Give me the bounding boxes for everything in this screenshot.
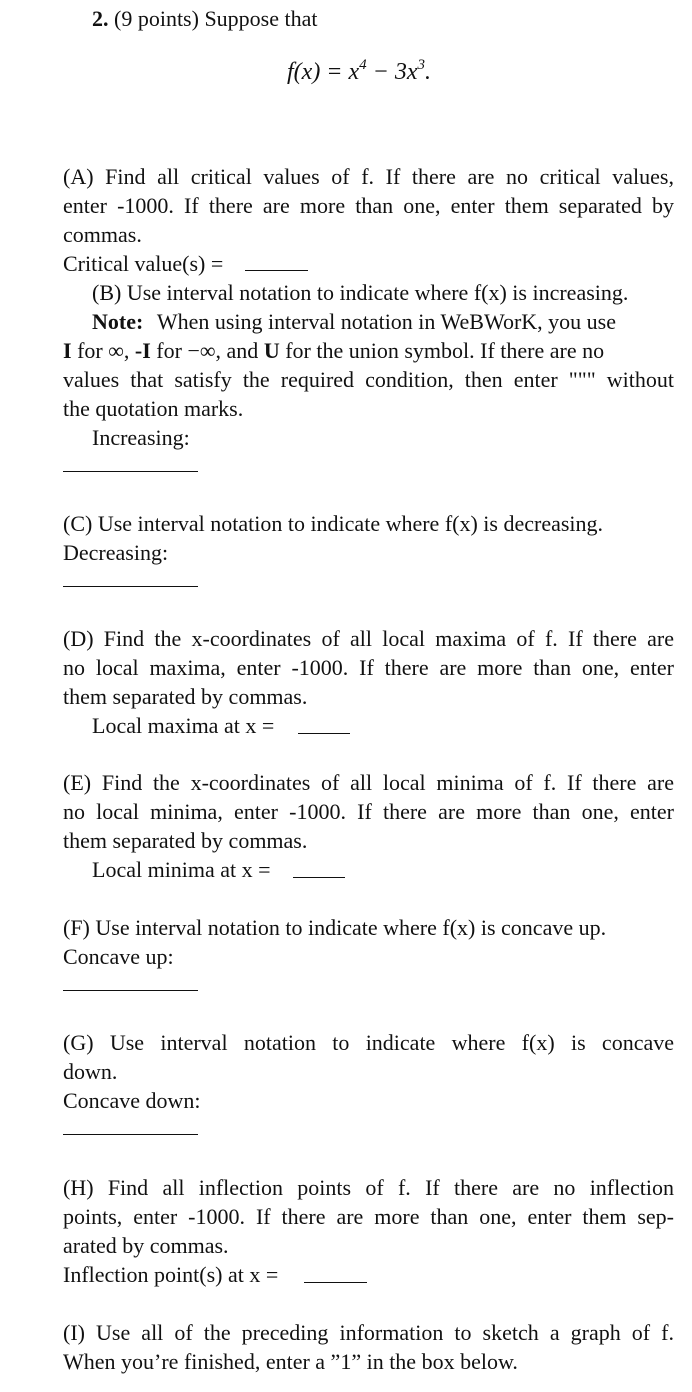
function-formula: $f(x) = x^4 - 3x^3$.: [287, 57, 432, 85]
part-f-line1: (F) Use interval notation to indicate where f(x) is concave up.: [63, 915, 607, 940]
part-h-line3: arated by commas.: [63, 1233, 229, 1258]
part-i-line1: (I) Use all of the preceding information to sketch a graph of f.: [63, 1320, 674, 1345]
part-g-line1: (G) Use interval notation to indicate where f(x) is concave: [63, 1030, 674, 1055]
part-b-note-line4: the quotation marks.: [63, 396, 244, 421]
part-h-line2: points, enter -1000. If there are more than one, enter them sep-: [63, 1204, 674, 1229]
decreasing-input[interactable]: [63, 586, 198, 587]
part-e-line1: (E) Find the x-coordinates of all local minima of f. If there are: [63, 770, 674, 795]
part-b-line1: (B) Use interval notation to indicate where f(x) is increasing.: [92, 280, 629, 305]
increasing-input[interactable]: [63, 471, 198, 472]
part-e-line2: no local minima, enter -1000. If there are more than one, enter: [63, 799, 674, 824]
part-b-note: [92, 307, 616, 336]
part-a-line2: enter -1000. If there are more than one, enter them separated by: [63, 193, 674, 218]
inflection-points-label: Inflection point(s) at x =: [63, 1262, 279, 1287]
local-maxima-label: Local maxima at x =: [92, 713, 275, 738]
local-maxima-input[interactable]: [298, 733, 350, 734]
critical-values-input[interactable]: [245, 270, 308, 271]
local-minima-input[interactable]: [293, 877, 345, 878]
critical-values-label: Critical value(s) =: [63, 251, 224, 276]
problem-number: 2.: [92, 6, 109, 31]
part-a-line1: (A) Find all critical values of f. If there are no critical values,: [63, 164, 674, 189]
part-i-line2: When you’re finished, enter a ”1” in the box below.: [63, 1349, 518, 1374]
note-label: Note:: [92, 309, 144, 334]
part-d-line3: them separated by commas.: [63, 684, 308, 709]
part-d-line1: (D) Find the x-coordinates of all local maxima of f. If there are: [63, 626, 674, 651]
part-d-line2: no local maxima, enter -1000. If there are more than one, enter: [63, 655, 674, 680]
part-h-line1: (H) Find all inflection points of f. If there are no inflection: [63, 1175, 674, 1200]
concave-down-label: Concave down:: [63, 1088, 201, 1113]
part-e-line3: them separated by commas.: [63, 828, 308, 853]
problem-points: (9 points) Suppose that: [114, 6, 318, 31]
note-line1: When using interval notation in WeBWorK, you use: [156, 309, 617, 334]
local-minima-label: Local minima at x =: [92, 857, 271, 882]
part-c-line1: (C) Use interval notation to indicate where f(x) is decreasing.: [63, 511, 604, 536]
concave-up-input[interactable]: [63, 990, 198, 991]
inflection-points-input[interactable]: [304, 1282, 367, 1283]
part-b-note-line2: I for ∞, -I for −∞, and U for the union symbol. If there are no: [63, 338, 605, 363]
part-a-line3: commas.: [63, 222, 142, 247]
part-b-note-line3: values that satisfy the required condition, then enter """ without: [63, 367, 674, 392]
concave-up-label: Concave up:: [63, 944, 174, 969]
decreasing-label: Decreasing:: [63, 540, 169, 565]
problem-header: [92, 4, 318, 33]
part-g-line2: down.: [63, 1059, 118, 1084]
concave-down-input[interactable]: [63, 1134, 198, 1135]
increasing-label: Increasing:: [92, 425, 190, 450]
